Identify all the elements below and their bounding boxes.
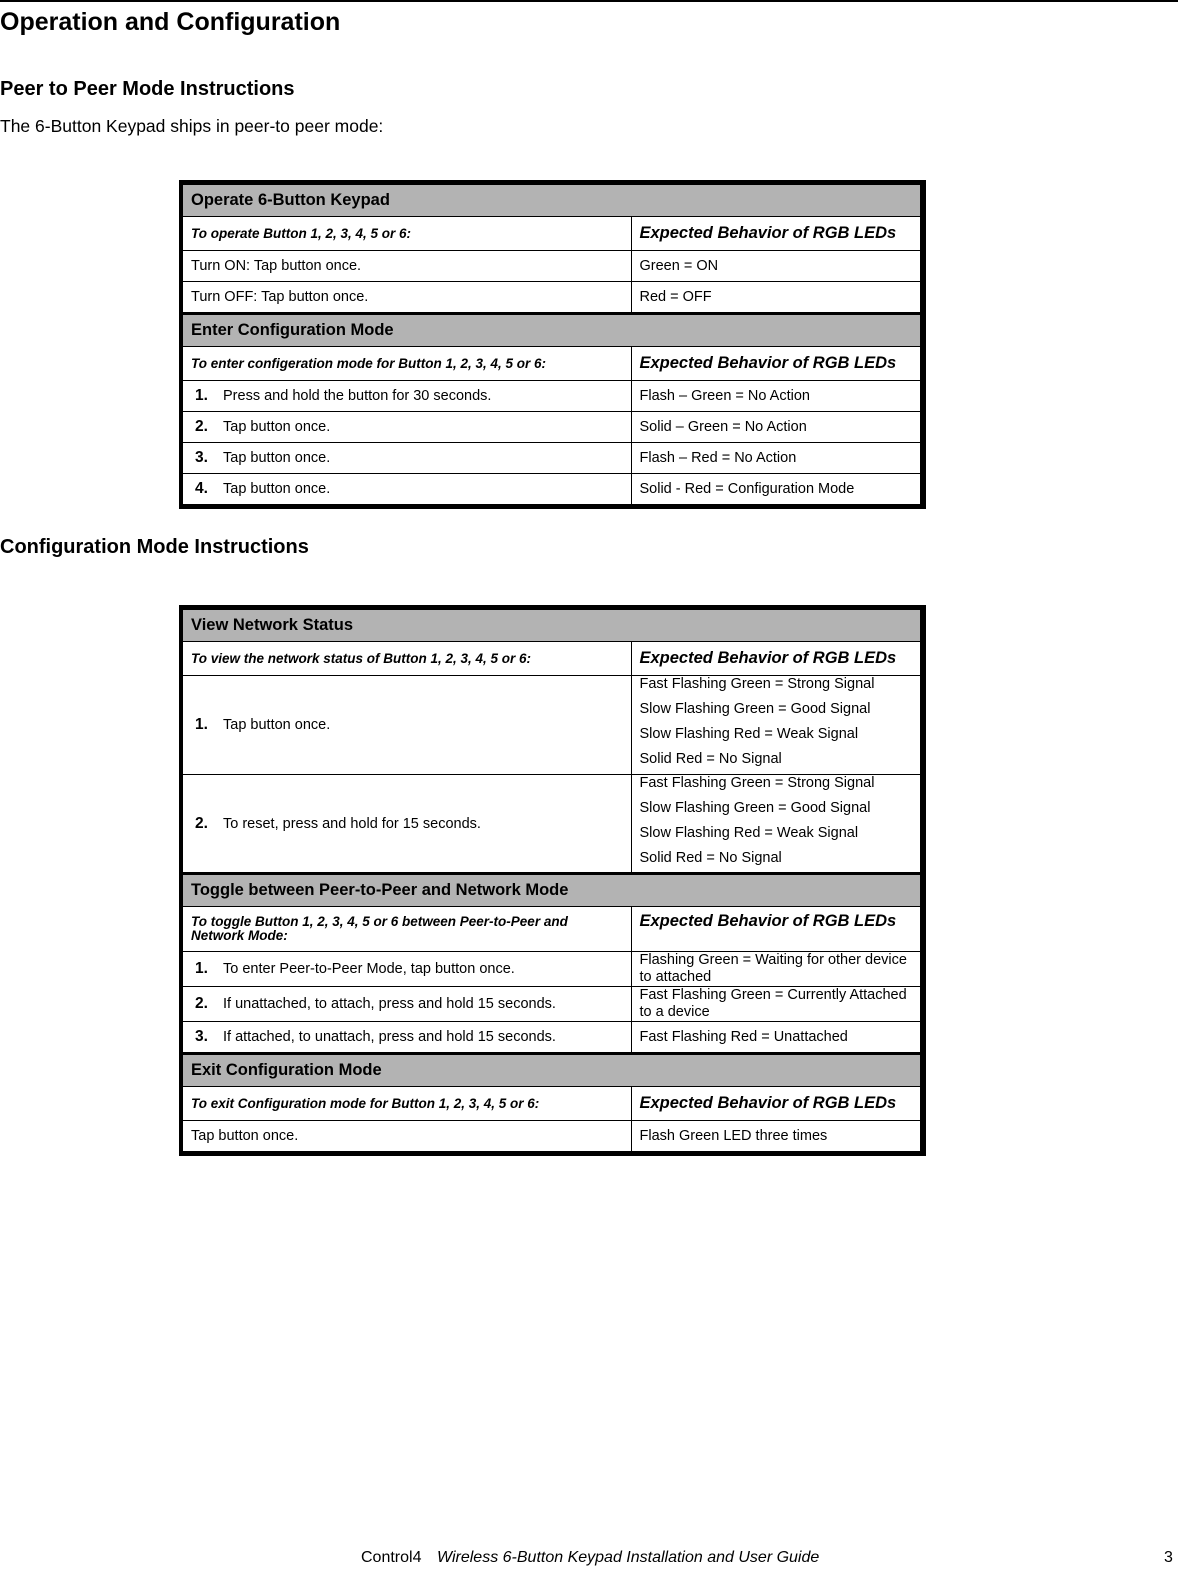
toggle-right-head: Expected Behavior of RGB LEDs — [631, 907, 923, 952]
row-result: Solid - Red = Configuration Mode — [631, 474, 923, 507]
step-text: To enter Peer-to-Peer Mode, tap button once. — [223, 961, 515, 977]
toggle-title: Toggle between Peer-to-Peer and Network Mode — [181, 874, 923, 907]
step-number: 2. — [195, 995, 208, 1012]
footer-guide-title: Wireless 6-Button Keypad Installation and User Guide — [437, 1549, 820, 1566]
step-number: 3. — [195, 449, 208, 466]
table-row — [181, 443, 923, 474]
row-action — [181, 775, 631, 874]
config-mode-table — [179, 605, 926, 1156]
operate-left-head: To operate Button 1, 2, 3, 4, 5 or 6: — [181, 217, 631, 251]
signal-line: Slow Flashing Red = Weak Signal — [639, 825, 859, 841]
signal-line: Fast Flashing Green = Strong Signal — [639, 676, 875, 692]
toggle-left-head: To toggle Button 1, 2, 3, 4, 5 or 6 between Peer-to-Peer and Network Mode: — [181, 907, 631, 952]
table-row — [181, 676, 923, 775]
row-action — [181, 412, 631, 443]
row-action: Tap button once. — [181, 1121, 631, 1154]
step-number: 1. — [195, 960, 208, 977]
signal-line: Solid Red = No Signal — [639, 850, 782, 866]
row-action — [181, 987, 631, 1022]
row-action — [181, 443, 631, 474]
enter-title: Enter Configuration Mode — [181, 314, 923, 347]
row-action — [181, 676, 631, 775]
step-text: If attached, to unattach, press and hold 15 seconds. — [223, 1029, 556, 1045]
exit-right-head: Expected Behavior of RGB LEDs — [631, 1087, 923, 1121]
exit-left-head: To exit Configuration mode for Button 1, 2, 3, 4, 5 or 6: — [181, 1087, 631, 1121]
table-row — [181, 987, 923, 1022]
signal-line: Fast Flashing Green = Strong Signal — [639, 775, 875, 791]
column-header-row — [181, 1087, 923, 1121]
step-text: Press and hold the button for 30 seconds. — [223, 388, 492, 404]
network-right-head: Expected Behavior of RGB LEDs — [631, 642, 923, 676]
config-mode-heading: Configuration Mode Instructions — [0, 536, 309, 558]
table-row — [181, 1022, 923, 1054]
footer-page-number: 3 — [1164, 1549, 1173, 1566]
table-row — [181, 775, 923, 874]
operate-title: Operate 6-Button Keypad — [181, 183, 923, 217]
section-header — [181, 1054, 923, 1087]
column-header-row — [181, 907, 923, 952]
table-row — [181, 412, 923, 443]
enter-right-head: Expected Behavior of RGB LEDs — [631, 347, 923, 381]
row-result: Green = ON — [631, 251, 923, 282]
step-number: 2. — [195, 418, 208, 435]
row-action — [181, 381, 631, 412]
step-number: 1. — [195, 387, 208, 404]
table-row — [181, 952, 923, 987]
step-number: 4. — [195, 480, 208, 497]
table-row — [181, 474, 923, 507]
signal-line: Slow Flashing Red = Weak Signal — [639, 726, 859, 742]
step-text: Tap button once. — [223, 717, 331, 733]
signal-line: Slow Flashing Green = Good Signal — [639, 800, 871, 816]
row-result: Flashing Green = Waiting for other device to attached — [631, 952, 923, 987]
row-action — [181, 952, 631, 987]
operate-right-head: Expected Behavior of RGB LEDs — [631, 217, 923, 251]
step-number: 2. — [195, 814, 208, 832]
step-text: Tap button once. — [223, 450, 331, 466]
row-result: Flash – Green = No Action — [631, 381, 923, 412]
exit-title: Exit Configuration Mode — [181, 1054, 923, 1087]
row-action: Turn OFF: Tap button once. — [181, 282, 631, 314]
row-result: Flash – Red = No Action — [631, 443, 923, 474]
section-header — [181, 874, 923, 907]
table-row — [181, 282, 923, 314]
row-result: Flash Green LED three times — [631, 1121, 923, 1154]
signal-line: Solid Red = No Signal — [639, 751, 782, 767]
page-title: Operation and Configuration — [0, 8, 341, 36]
signal-line: Slow Flashing Green = Good Signal — [639, 701, 871, 717]
enter-left-head: To enter configeration mode for Button 1, 2, 3, 4, 5 or 6: — [181, 347, 631, 381]
column-header-row — [181, 217, 923, 251]
section-header — [181, 183, 923, 217]
row-result — [631, 775, 923, 874]
table-row — [181, 1121, 923, 1154]
intro-text: The 6-Button Keypad ships in peer-to peer mode: — [0, 116, 384, 136]
table-row — [181, 251, 923, 282]
row-result: Fast Flashing Green = Currently Attached to a device — [631, 987, 923, 1022]
row-result: Red = OFF — [631, 282, 923, 314]
peer-mode-table — [179, 180, 926, 509]
table-row — [181, 381, 923, 412]
column-header-row — [181, 347, 923, 381]
step-text: Tap button once. — [223, 419, 331, 435]
step-text: Tap button once. — [223, 481, 331, 497]
footer-brand: Control4 — [361, 1549, 422, 1566]
network-title: View Network Status — [181, 608, 923, 642]
section-header — [181, 608, 923, 642]
row-action: Turn ON: Tap button once. — [181, 251, 631, 282]
row-action — [181, 1022, 631, 1054]
step-text: To reset, press and hold for 15 seconds. — [223, 815, 481, 832]
step-number: 1. — [195, 716, 208, 733]
row-result: Solid – Green = No Action — [631, 412, 923, 443]
row-action — [181, 474, 631, 507]
row-result — [631, 676, 923, 775]
peer-mode-heading: Peer to Peer Mode Instructions — [0, 78, 295, 100]
top-rule — [0, 0, 1178, 2]
network-left-head: To view the network status of Button 1, 2, 3, 4, 5 or 6: — [181, 642, 631, 676]
step-number: 3. — [195, 1028, 208, 1045]
step-text: If unattached, to attach, press and hold 15 seconds. — [223, 996, 556, 1012]
row-result: Fast Flashing Red = Unattached — [631, 1022, 923, 1054]
section-header — [181, 314, 923, 347]
column-header-row — [181, 642, 923, 676]
